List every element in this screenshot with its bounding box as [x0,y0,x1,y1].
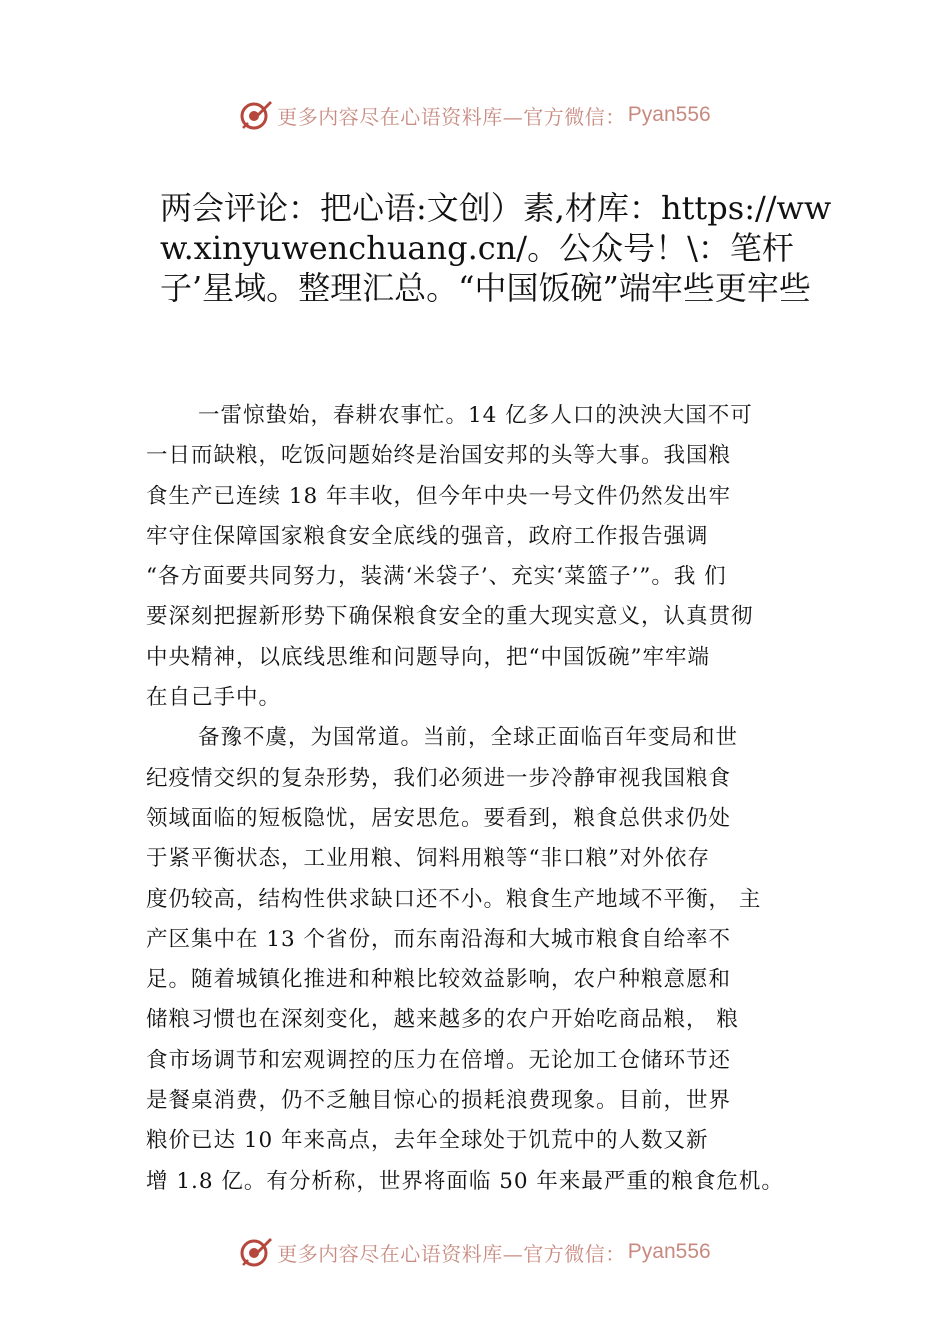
text-line: 一雷惊蛰始，春耕农事忙。14 亿多人口的泱泱大国不可 [198,403,753,428]
text-line: 储粮习惯也在深刻变化，越来越多的农户开始吃商品粮， 粮 [146,1007,739,1033]
banner-wechat-id: Pyan556 [627,103,711,126]
text-line: 一日而缺粮，吃饭问题始终是治国安邦的头等大事。我国粮 [146,443,732,469]
text-line: 中央精神，以底线思维和问题导向，把“中国饭碗”牢牢端 [146,644,710,670]
page-title: 两会评论：把心语:文创）素,材库：https://www.xinyuwenchuang.cn/。公众号！\：笔杆子’星域。整理汇总。“中国饭碗”端牢些更牢些 [160,189,832,307]
paragraph-1 [146,396,816,718]
paragraph-2 [146,718,816,1202]
text-line: 产区集中在 13 个省份，而东南沿海和大城市粮食自给率不 [146,926,732,952]
text-line: “各方面要共同努力，装满‘米袋子’、充实‘菜篮子’”。我 们 [146,564,727,590]
text-line: 增 1.8 亿。有分析称，世界将面临 50 年来最严重的粮食危机。 [146,1168,784,1194]
text-line: 粮价已达 10 年来高点，去年全球处于饥荒中的人数又新 [146,1128,709,1154]
header-watermark-banner [0,95,950,135]
banner-text: 更多内容尽在心语资料库—官方微信： [277,1241,626,1266]
text-line: 纪疫情交织的复杂形势，我们必须进一步冷静审视我国粮食 [146,765,732,791]
text-line: 是餐桌消费，仍不乏触目惊心的损耗浪费现象。目前，世界 [146,1088,732,1114]
text-line: 食生产已连续 18 年丰收，但今年中央一号文件仍然发出牢 [146,483,732,509]
text-line: 食市场调节和宏观调控的压力在倍增。无论加工仓储环节还 [146,1047,732,1073]
text-line: 领域面临的短板隐忧，居安思危。要看到，粮食总供求仍处 [146,805,732,831]
text-line: 于紧平衡状态，工业用粮、饲料用粮等“非口粮”对外依存 [146,846,710,872]
text-line: 足。随着城镇化推进和种粮比较效益影响，农户种粮意愿和 [146,967,732,993]
banner-text: 更多内容尽在心语资料库—官方微信： [277,104,626,129]
text-line: 备豫不虞，为国常道。当前，全球正面临百年变局和世 [198,725,739,751]
footer-watermark-banner [0,1232,950,1272]
text-line: 在自己手中。 [146,685,282,711]
text-line: 要深刻把握新形势下确保粮食安全的重大现实意义，认真贯彻 [146,604,754,630]
pen-seal-logo-icon [239,98,273,132]
article-body [146,396,816,1202]
pen-seal-logo-icon [239,1235,273,1269]
text-line: 牢守住保障国家粮食安全底线的强音，政府工作报告强调 [146,523,709,549]
banner-wechat-id: Pyan556 [627,1240,711,1263]
text-line: 度仍较高，结构性供求缺口还不小。粮食生产地域不平衡， 主 [146,886,762,912]
